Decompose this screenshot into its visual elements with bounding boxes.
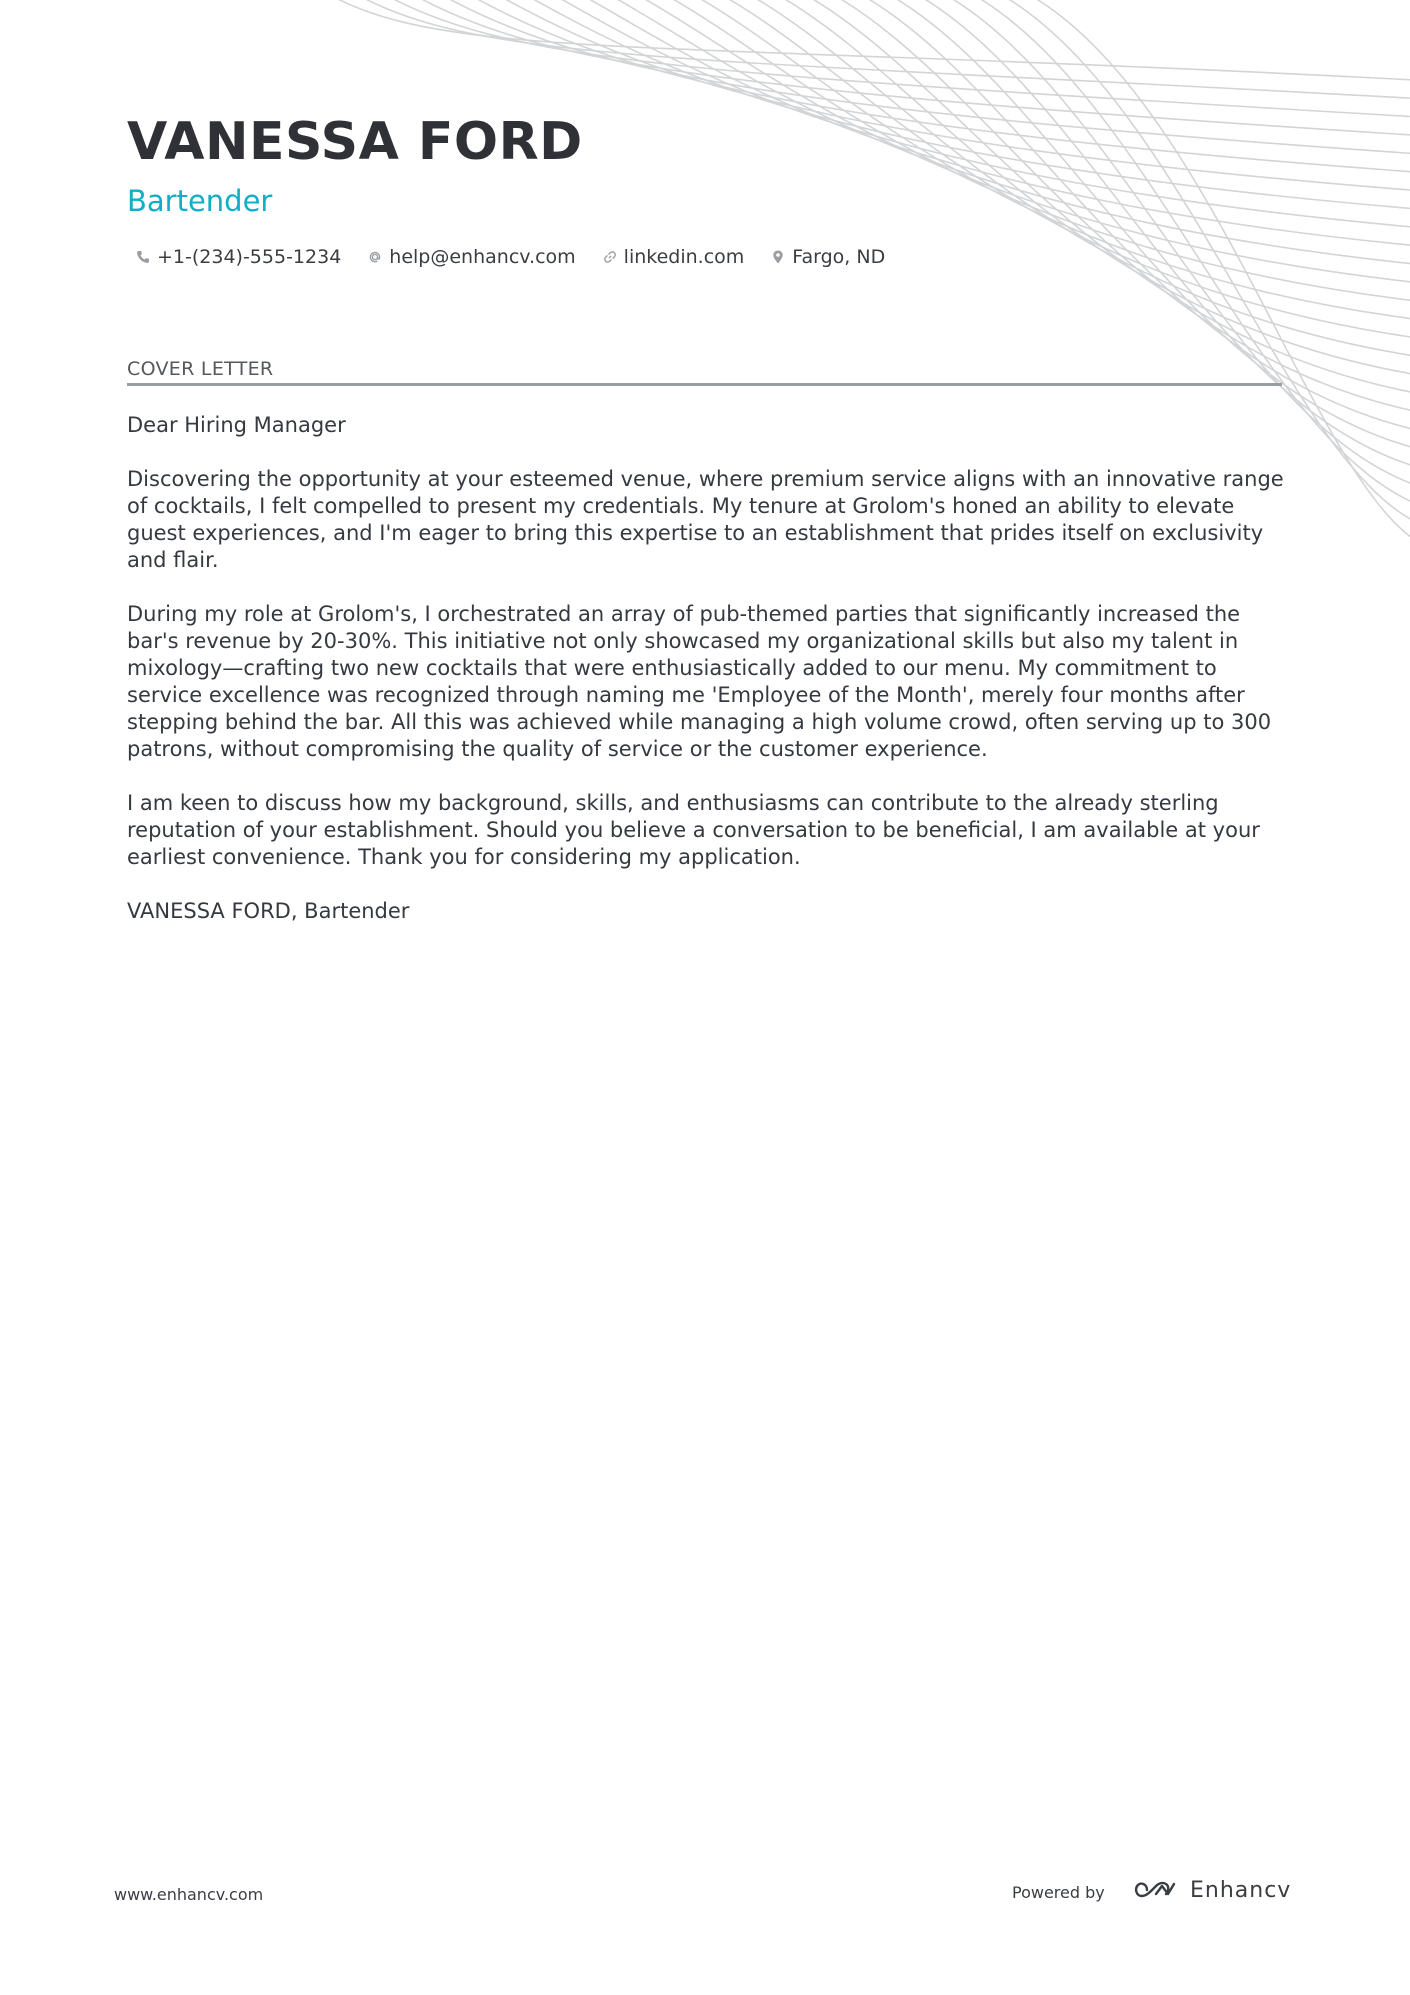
phone-icon bbox=[135, 249, 151, 265]
wave-line bbox=[470, 0, 1410, 172]
powered-by-label: Powered by bbox=[1012, 1883, 1105, 1902]
letter-body bbox=[127, 412, 1287, 952]
wave-line bbox=[638, 0, 1410, 282]
wave-line bbox=[330, 0, 1410, 80]
brand-name: Enhancv bbox=[1190, 1877, 1292, 1903]
candidate-role: Bartender bbox=[127, 184, 273, 218]
candidate-name: VANESSA FORD bbox=[127, 112, 583, 172]
letter-greeting: Dear Hiring Manager bbox=[127, 413, 346, 437]
wave-line bbox=[610, 0, 1410, 264]
contact-linkedin[interactable] bbox=[602, 246, 745, 268]
wave-line bbox=[358, 0, 1410, 98]
wave-line bbox=[386, 0, 1410, 117]
wave-line bbox=[834, 0, 1410, 411]
section-title: COVER LETTER bbox=[127, 358, 274, 380]
letter-paragraph-1: Discovering the opportunity at your esteemed venue, where premium service aligns with an innovative range of cocktails, I felt compelled to present my credentials. My tenure at Grolom's honed an ability to elevate guest experiences, and I'm eager to bring this expertise to an establishment that prides itself on exclusivity and flair. bbox=[127, 467, 1284, 572]
letter-paragraph-3: I am keen to discuss how my background, skills, and enthusiasms can contribute to the already sterling reputation of your establishment. Should you believe a conversation to be beneficial, I am available at your earliest convenience. Thank you for considering my application. bbox=[127, 791, 1260, 869]
wave-line bbox=[918, 0, 1410, 466]
wave-line bbox=[750, 0, 1410, 356]
location-pin-icon bbox=[770, 249, 786, 265]
at-icon bbox=[367, 249, 383, 265]
linkedin-text: linkedin.com bbox=[623, 246, 745, 268]
wave-line bbox=[442, 0, 1410, 154]
wave-line bbox=[890, 0, 1410, 448]
location-text: Fargo, ND bbox=[792, 246, 886, 268]
contact-location bbox=[770, 246, 885, 268]
wave-line bbox=[778, 0, 1410, 374]
phone-text: +1-(234)-555-1234 bbox=[157, 246, 342, 268]
letter-signature: VANESSA FORD, Bartender bbox=[127, 899, 410, 923]
wave-line bbox=[582, 0, 1410, 246]
email-text: help@enhancv.com bbox=[389, 246, 576, 268]
enhancv-logo-icon bbox=[1132, 1877, 1180, 1903]
enhancv-brand-link[interactable] bbox=[1132, 1877, 1291, 1903]
section-divider bbox=[127, 383, 1282, 386]
wave-line bbox=[554, 0, 1410, 227]
wave-line bbox=[526, 0, 1410, 209]
footer-website-link[interactable]: www.enhancv.com bbox=[114, 1885, 264, 1904]
wave-line bbox=[862, 0, 1410, 430]
link-icon bbox=[602, 249, 618, 265]
contact-bar bbox=[135, 246, 911, 268]
wave-line bbox=[806, 0, 1410, 393]
contact-phone[interactable] bbox=[135, 246, 341, 268]
wave-line bbox=[498, 0, 1410, 190]
letter-paragraph-2: During my role at Grolom's, I orchestrated an array of pub-themed parties that significantly increased the bar's revenue by 20-30%. This initiative not only showcased my organizational skills but also my talent in mixology—crafting two new cocktails that were enthusiastically added to our menu. My commitment to service excellence was recognized through naming me 'Employee of the Month', merely four months after stepping behind the bar. All this was achieved while managing a high volume crowd, often serving up to 300 patrons, without compromising the quality of service or the customer experience. bbox=[127, 602, 1272, 761]
wave-line bbox=[694, 0, 1410, 319]
contact-email[interactable] bbox=[367, 246, 575, 268]
wave-line bbox=[722, 0, 1410, 338]
